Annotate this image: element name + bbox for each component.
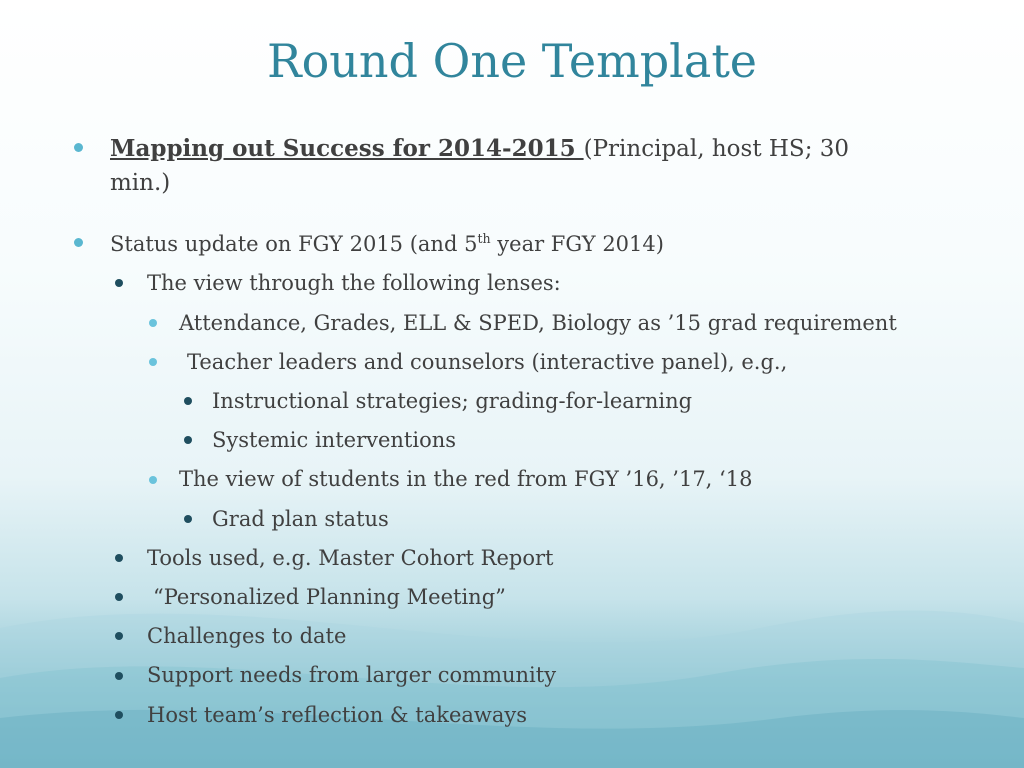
bullet-icon <box>115 554 123 562</box>
bullet-host-reflection: Host team’s reflection & takeaways <box>147 703 528 727</box>
bullet-instructional-strategies: Instructional strategies; grading-for-learning <box>212 389 693 413</box>
slide-title: Round One Template <box>266 34 758 88</box>
bullet-icon <box>184 397 192 405</box>
bullet-icon <box>115 672 123 680</box>
bullet-icon <box>74 238 83 247</box>
status-update-text-end: year FGY 2014) <box>490 232 664 256</box>
status-update-superscript: th <box>477 231 491 246</box>
bullet-grad-plan-status: Grad plan status <box>212 507 389 531</box>
bullet-mapping-success <box>110 135 849 162</box>
bullet-icon <box>115 593 123 601</box>
bullet-icon <box>115 632 123 640</box>
bullet-icon <box>149 476 157 484</box>
bullet-icon <box>184 436 192 444</box>
bullet-teacher-leaders: Teacher leaders and counselors (interactive panel), e.g., <box>187 350 788 374</box>
mapping-success-detail-cont: min.) <box>110 170 171 196</box>
bullet-tools-used: Tools used, e.g. Master Cohort Report <box>147 546 554 570</box>
bullet-view-lenses: The view through the following lenses: <box>147 271 561 295</box>
status-update-text: Status update on FGY 2015 (and 5 <box>110 232 478 256</box>
bullet-icon <box>149 358 157 366</box>
bullet-attendance: Attendance, Grades, ELL & SPED, Biology as ’15 grad requirement <box>179 311 897 335</box>
bullet-challenges: Challenges to date <box>147 624 347 648</box>
bullet-icon <box>74 143 83 152</box>
bullet-support-needs: Support needs from larger community <box>147 663 557 687</box>
bullet-status-update <box>110 232 664 256</box>
bullet-icon <box>184 515 192 523</box>
bullet-systemic-interventions: Systemic interventions <box>212 428 457 452</box>
bullet-personalized-planning: “Personalized Planning Meeting” <box>153 585 506 609</box>
bullet-icon <box>115 279 123 287</box>
bullet-icon <box>115 711 123 719</box>
mapping-success-heading: Mapping out Success for 2014-2015 <box>110 135 584 162</box>
mapping-success-detail: (Principal, host HS; 30 <box>583 136 850 162</box>
bullet-students-in-red: The view of students in the red from FGY ’16, ’17, ‘18 <box>179 467 753 491</box>
bullet-icon <box>149 319 157 327</box>
